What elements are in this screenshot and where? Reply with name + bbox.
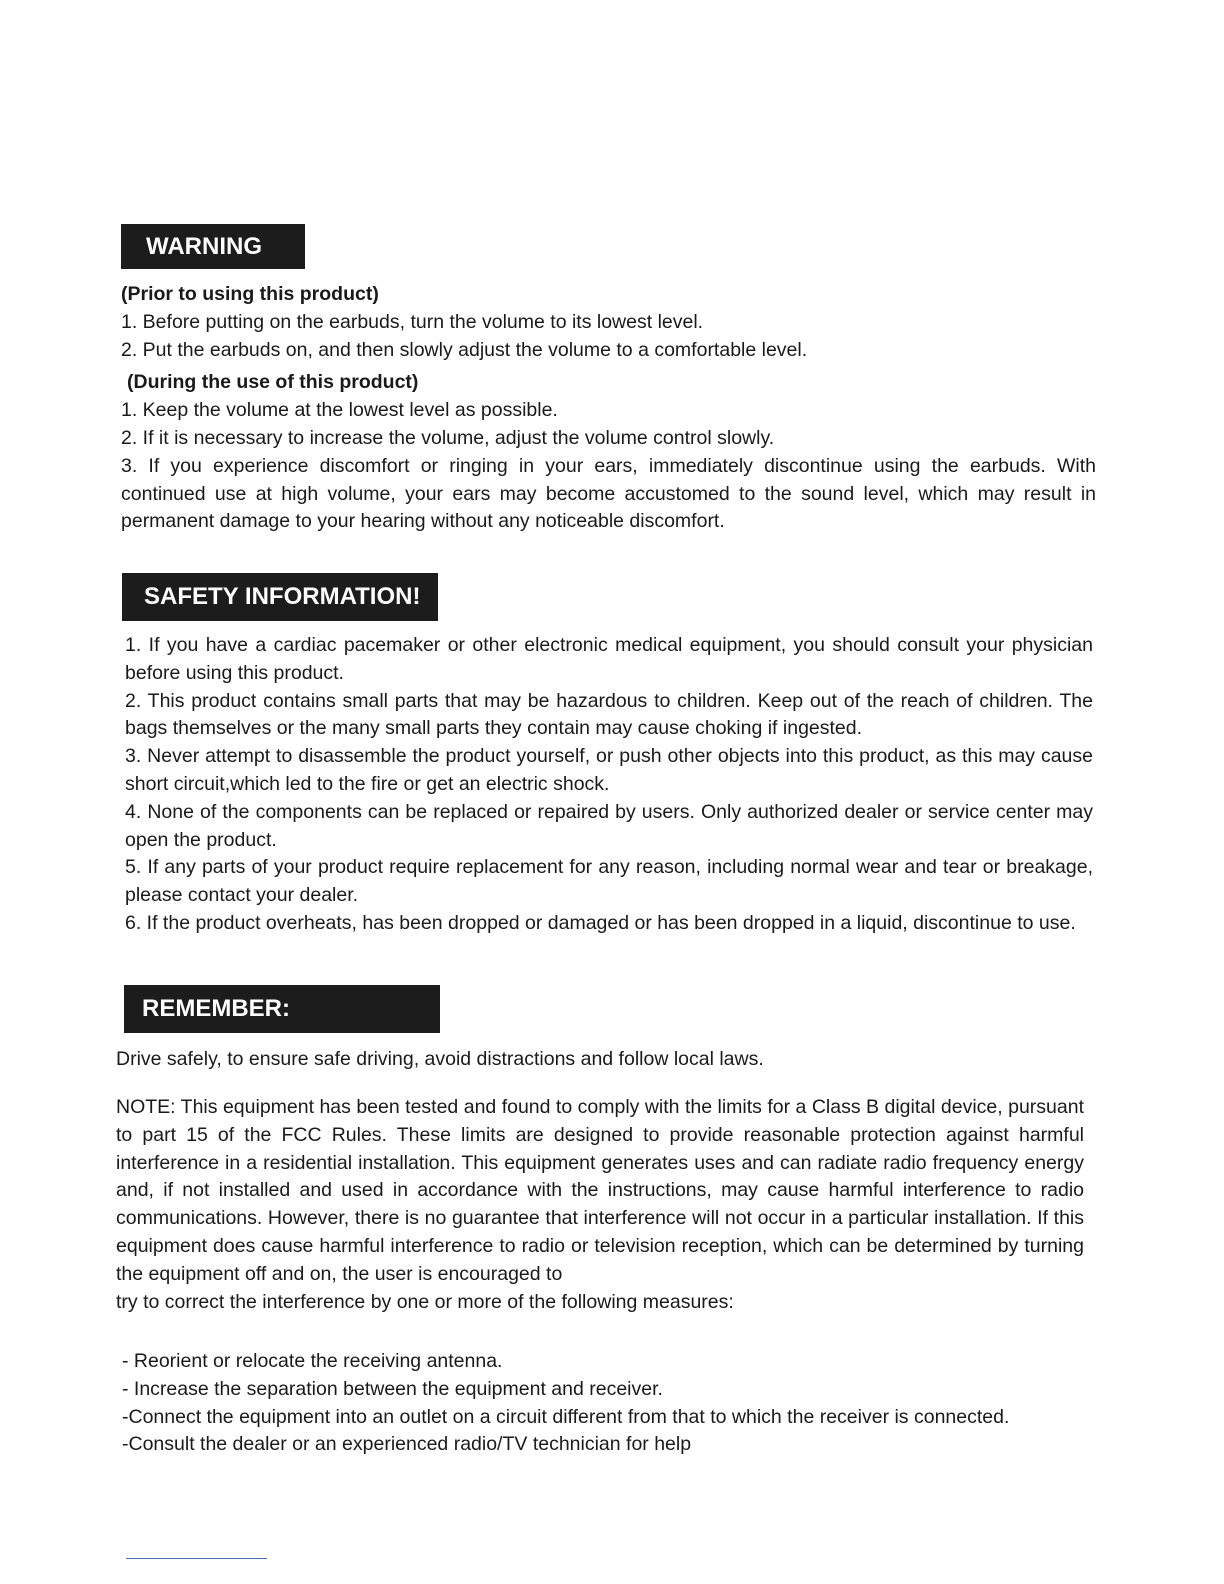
safety-banner [122,573,438,621]
remember-text: Drive safely, to ensure safe driving, avoid distractions and follow local laws. [116,1048,764,1070]
list-item: 2. This product contains small parts that may be hazardous to children. Keep out of the reach of children. The bags themselves or the many small parts they contain may cause choking if ingested. [125,689,1093,740]
warning-banner [121,224,305,269]
remember-title: REMEMBER: [142,995,290,1022]
during-heading: (During the use of this product) [127,371,419,394]
list-item: 2. If it is necessary to increase the volume, adjust the volume control slowly. [121,426,775,449]
list-item: -Consult the dealer or an experienced radio/TV technician for help [122,1433,692,1456]
note-last-line: try to correct the interference by one or more of the following measures: [116,1290,734,1313]
prior-heading: (Prior to using this product) [121,283,379,305]
warning-title: WARNING [146,232,262,260]
fcc-note [116,1094,1084,1316]
measures-list [122,1348,1122,1459]
list-item: 1. If you have a cardiac pacemaker or other electronic medical equipment, you should consult your physician before using this product. [125,634,1093,684]
list-item: 4. None of the components can be replaced or repaired by users. Only authorized dealer or service center may open the product. [125,800,1093,851]
footer-divider [126,1558,267,1559]
list-item: 3. If you experience discomfort or ringing in your ears, immediately discontinue using the earbuds. With continued use at high volume, your ears may become accustomed to the sound level, which may result in permanent damage to your hearing without any noticeable discomfort. [121,454,1096,533]
note-text: NOTE: This equipment has been tested and found to comply with the limits for a Class B digital device, pursuant to part 15 of the FCC Rules. These limits are designed to provide reasonable protection against harmful interference in a residential installation. This equipment generates uses and can radiate radio frequency energy and, if not installed and used in accordance with the instructions, may cause harmful interference to radio communications. However, there is no guarantee that interference will not occur in a particular installation. If this equipment does cause harmful interference to radio or television reception, which can be determined by turning the equipment off and on, the user is encouraged to [116,1096,1084,1285]
remember-section [116,1046,1096,1074]
list-item: - Increase the separation between the equipment and receiver. [122,1377,663,1400]
list-item: 5. If any parts of your product require replacement for any reason, including normal wear and tear or breakage, please contact your dealer. [125,856,1093,907]
list-item: 3. Never attempt to disassemble the product yourself, or push other objects into this product, as this may cause short circuit,which led to the fire or get an electric shock. [125,745,1093,795]
list-item: -Connect the equipment into an outlet on a circuit different from that to which the receiver is connected. [122,1405,1010,1428]
list-item: 6. If the product overheats, has been dropped or damaged or has been dropped in a liquid, discontinue to use. [125,911,1076,934]
list-item: 1. Keep the volume at the lowest level as possible. [121,399,558,422]
list-item: 1. Before putting on the earbuds, turn the volume to its lowest level. [121,310,704,333]
safety-section [125,632,1093,938]
safety-title: SAFETY INFORMATION! [144,583,421,610]
list-item: - Reorient or relocate the receiving antenna. [122,1350,503,1372]
warning-section [121,281,1096,536]
list-item: 2. Put the earbuds on, and then slowly adjust the volume to a comfortable level. [121,338,808,361]
remember-banner [124,985,440,1033]
